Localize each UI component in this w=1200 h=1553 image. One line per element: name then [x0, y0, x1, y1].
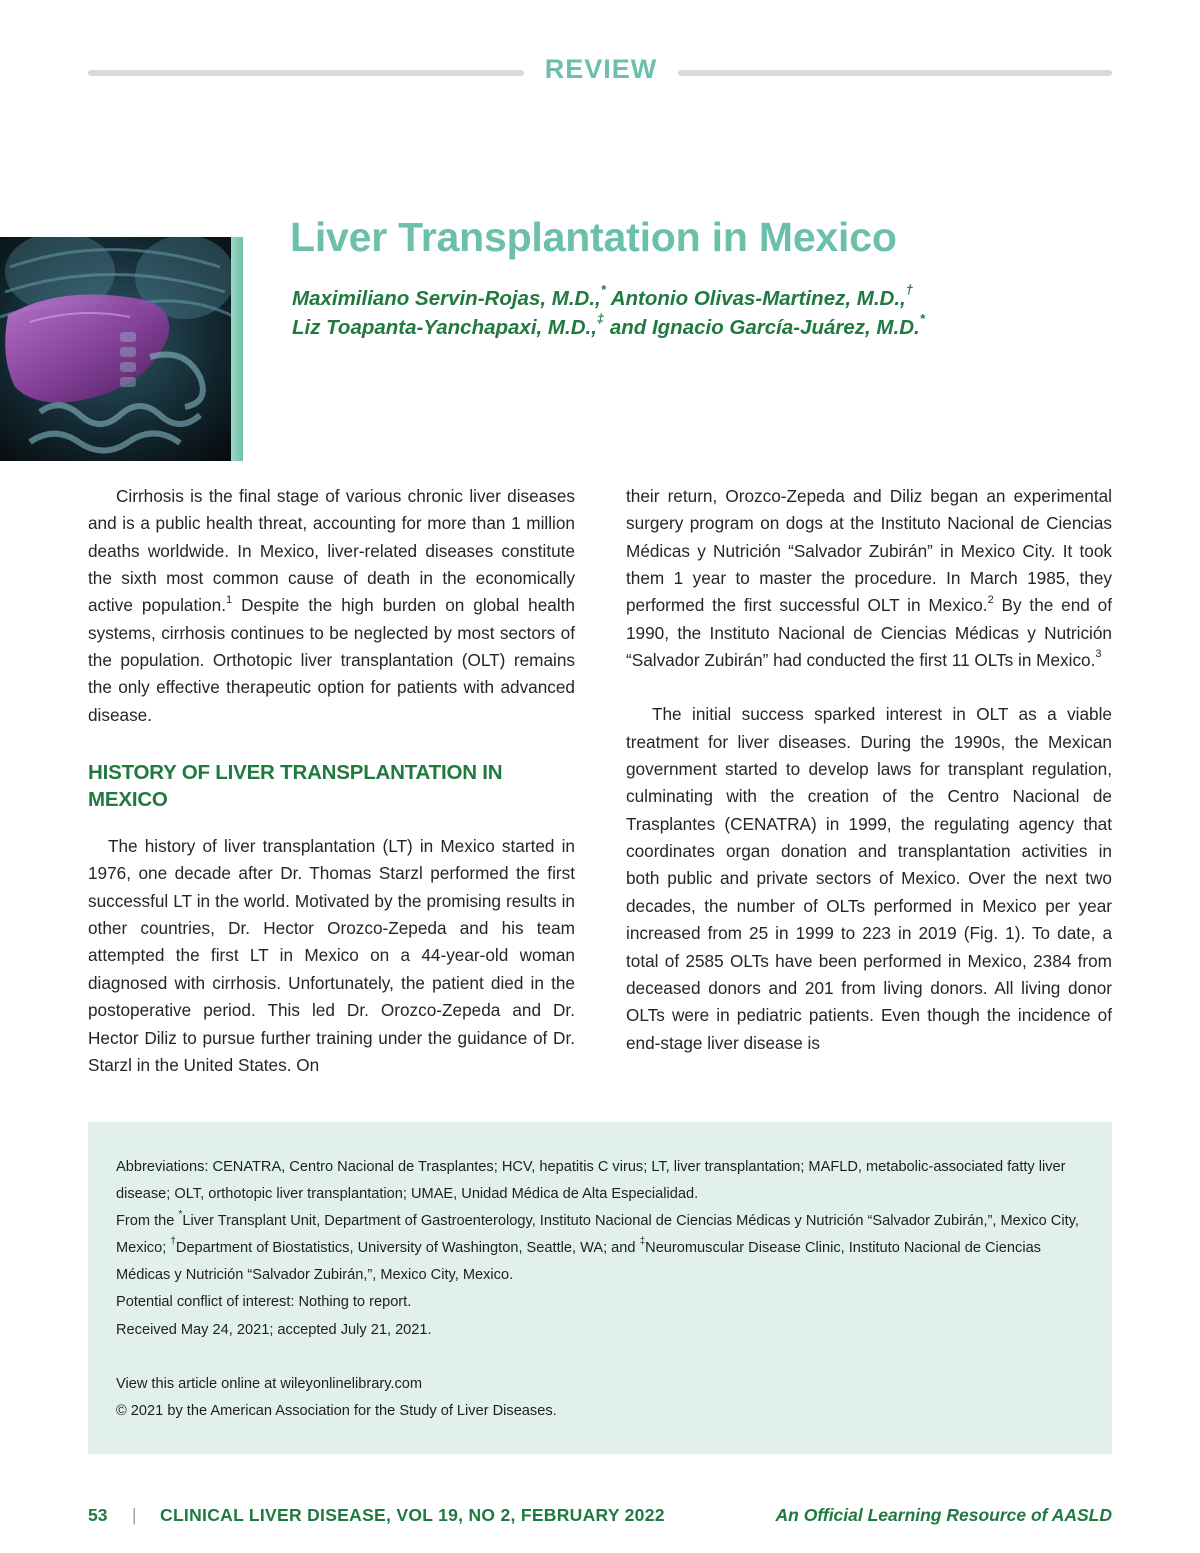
- author-mark: *: [600, 282, 606, 298]
- affiliation-mark: ‡: [639, 1236, 646, 1248]
- page-number: 53: [88, 1505, 108, 1525]
- intro-paragraph: [88, 483, 575, 729]
- footer-separator: |: [132, 1505, 137, 1525]
- header-rule-left: [88, 70, 524, 76]
- body-column-right: [626, 483, 1112, 1057]
- author-mark: †: [905, 282, 913, 298]
- olt-growth-paragraph: The initial success sparked interest in OLT as a viable treatment for liver diseases. During the 1990s, the Mexican government started to develop laws for transplant regulation, culminating with the creation of the Centro Nacional de Trasplantes (CENATRA) in 1999, the regulating agency that coordinates organ donation and transplantation activities in both public and private sectors of Mexico. Over the next two decades, the number of OLTs performed in Mexico per year increased from 25 in 1999 to 223 in 2019 (Fig. 1). To date, a total of 2585 OLTs have been performed in Mexico, 2384 from deceased donors and 201 from living donors. All living donor OLTs were in pediatric patients. Even though the incidence of end-stage liver disease is: [626, 704, 1112, 1053]
- header-rule-right: [678, 70, 1112, 76]
- author-list: [292, 284, 1152, 342]
- section-label: REVIEW: [544, 54, 658, 84]
- intro-text-cont: Despite the high burden on global health systems, cirrhosis continues to be neglected by most sectors of the population. Orthotopic liver transplantation (OLT) remains the only effective therapeutic option for patients with advanced disease.: [88, 595, 575, 725]
- affiliation-part: From the: [116, 1213, 179, 1230]
- section-header: [88, 52, 1112, 92]
- article-title: Liver Transplantation in Mexico: [290, 214, 897, 260]
- author-name: Liz Toapanta-Yanchapaxi, M.D.,: [292, 316, 597, 339]
- paragraph-text-cont: By the end of 1990, the Instituto Nacional de Ciencias Médicas y Nutrición “Salvador Zubirán” had conducted the first 11 OLTs in Mexico.: [626, 595, 1112, 671]
- affiliation-mark: †: [170, 1236, 176, 1248]
- article-info-box: [88, 1122, 1112, 1454]
- copyright-text: © 2021 by the American Association for the Study of Liver Diseases.: [116, 1402, 557, 1419]
- intro-text: Cirrhosis is the final stage of various chronic liver diseases and is a public health threat, accounting for more than 1 million deaths worldwide. In Mexico, liver-related diseases constitute the sixth most common cause of death in the economically active population.: [88, 486, 575, 616]
- conflict-statement: Potential conflict of interest: Nothing to report.: [116, 1294, 412, 1311]
- section-heading: HISTORY OF LIVER TRANSPLANTATION IN MEXICO: [88, 761, 503, 812]
- online-link-text: View this article online at wileyonlinelibrary.com: [116, 1375, 423, 1392]
- received-dates: Received May 24, 2021; accepted July 21, 2021.: [116, 1321, 432, 1338]
- affiliation-part: Department of Biostatistics, University of Washington, Seattle, WA; and: [175, 1240, 640, 1257]
- affiliation-mark: *: [178, 1209, 183, 1221]
- author-name: Maximiliano Servin-Rojas, M.D.,: [292, 287, 601, 310]
- citation-ref: 3: [1095, 648, 1102, 661]
- author-name: Antonio Olivas-Martinez, M.D.,: [610, 287, 906, 310]
- body-column-left: [88, 483, 575, 1079]
- author-name: and Ignacio García-Juárez, M.D.: [609, 316, 920, 339]
- liver-anatomy-image: [0, 237, 243, 461]
- page-footer: [88, 1505, 1112, 1531]
- continued-paragraph: [626, 483, 1112, 674]
- author-mark: *: [919, 311, 925, 327]
- citation-ref: 2: [987, 593, 994, 606]
- affiliation-part: Liver Transplant Unit, Department of Gastroenterology, Instituto Nacional de Ciencias Médicas y Nutrición “Salvador Zubirán,”, Mexico City, Mexico;: [116, 1213, 1079, 1257]
- affiliations-text: [116, 1208, 1084, 1289]
- citation-ref: 1: [225, 593, 233, 606]
- affiliation-part: Neuromuscular Disease Clinic, Instituto Nacional de Ciencias Médicas y Nutrición “Salvador Zubirán,”, Mexico City, Mexico.: [116, 1240, 1041, 1284]
- abbreviations-text: Abbreviations: CENATRA, Centro Nacional de Trasplantes; HCV, hepatitis C virus; LT, liver transplantation; MAFLD, metabolic-associated fatty liver disease; OLT, orthotopic liver transplantation; UMAE, Unidad Médica de Alta Especialidad.: [116, 1159, 1066, 1203]
- history-paragraph: The history of liver transplantation (LT) in Mexico started in 1976, one decade after Dr. Thomas Starzl performed the first successful LT in the world. Motivated by the promising results in other countries, Dr. Hector Orozco-Zepeda and his team attempted the first LT in Mexico on a 44-year-old woman diagnosed with cirrhosis. Unfortunately, the patient died in the postoperative period. This led Dr. Orozco-Zepeda and Dr. Hector Diliz to pursue further training under the guidance of Dr. Starzl in the United States. On: [88, 836, 575, 1075]
- author-mark: ‡: [596, 311, 605, 327]
- journal-citation: CLINICAL LIVER DISEASE, VOL 19, NO 2, FEBRUARY 2022: [160, 1505, 665, 1525]
- paragraph-text: their return, Orozco-Zepeda and Diliz began an experimental surgery program on dogs at the Instituto Nacional de Ciencias Médicas y Nutrición “Salvador Zubirán” in Mexico City. It took them 1 year to master the procedure. In March 1985, they performed the first successful OLT in Mexico.: [626, 486, 1112, 616]
- footer-tagline: An Official Learning Resource of AASLD: [775, 1505, 1112, 1525]
